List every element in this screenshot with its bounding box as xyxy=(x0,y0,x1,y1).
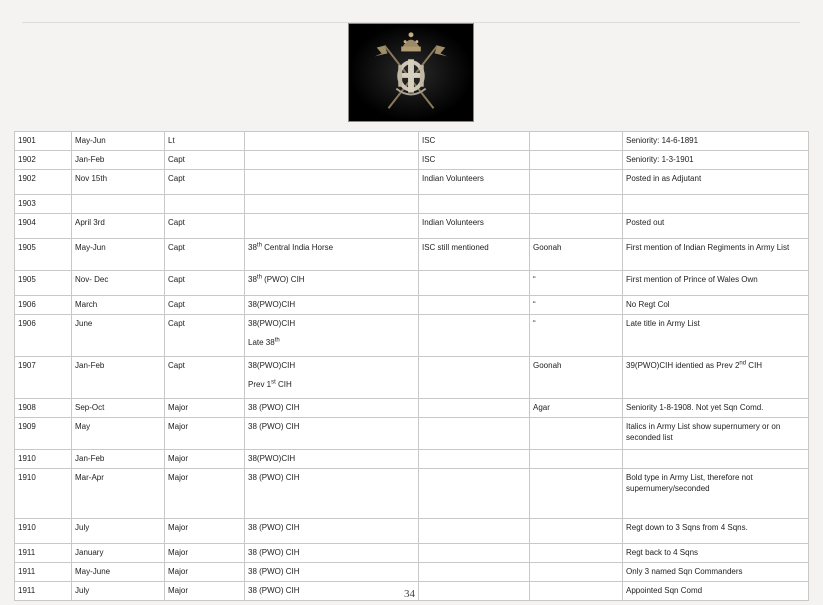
cell-text: ISC xyxy=(422,136,436,145)
cell-text: Capt xyxy=(168,361,185,370)
cell-regiment xyxy=(245,563,419,582)
cell-text: Prev 1st CIH xyxy=(248,379,292,389)
cell-station xyxy=(530,357,623,399)
cell-year xyxy=(15,239,72,271)
cell-station xyxy=(530,239,623,271)
cell-year xyxy=(15,170,72,195)
cell-text: Capt xyxy=(168,319,185,328)
cell-text: Goonah xyxy=(533,243,562,252)
cell-text: Capt xyxy=(168,300,185,309)
cell-remarks xyxy=(623,469,809,519)
cell-corps xyxy=(419,315,530,357)
cell-remarks xyxy=(623,519,809,544)
cell-text: No Regt Col xyxy=(626,300,670,309)
cell-months xyxy=(72,271,165,296)
cell-rank xyxy=(165,357,245,399)
cell-rank xyxy=(165,469,245,519)
cell-regiment xyxy=(245,315,419,357)
cell-regiment xyxy=(245,170,419,195)
cell-text: 38(PWO)CIH xyxy=(248,454,296,463)
cell-corps xyxy=(419,563,530,582)
cell-text: Capt xyxy=(168,275,185,284)
cell-text: 1907 xyxy=(18,361,36,370)
cell-text: Seniority: 1-3-1901 xyxy=(626,155,694,164)
cell-text: ISC xyxy=(422,155,436,164)
cell-text: Jan-Feb xyxy=(75,361,105,370)
cell-year xyxy=(15,418,72,450)
cell-year xyxy=(15,563,72,582)
cell-text: 1910 xyxy=(18,523,36,532)
cell-remarks xyxy=(623,271,809,296)
cell-regiment xyxy=(245,450,419,469)
cell-corps xyxy=(419,450,530,469)
cell-text: Sep-Oct xyxy=(75,403,105,412)
table-row xyxy=(15,239,809,271)
cell-text: April 3rd xyxy=(75,218,105,227)
cell-remarks xyxy=(623,544,809,563)
cell-months xyxy=(72,296,165,315)
cell-months xyxy=(72,357,165,399)
cell-station xyxy=(530,450,623,469)
table-row xyxy=(15,151,809,170)
cell-text: Appointed Sqn Comd xyxy=(626,586,703,595)
cell-regiment xyxy=(245,418,419,450)
cell-regiment xyxy=(245,271,419,296)
cell-text: Capt xyxy=(168,243,185,252)
cell-station xyxy=(530,296,623,315)
cell-year xyxy=(15,582,72,601)
table-row xyxy=(15,357,809,399)
cell-text: Regt back to 4 Sqns xyxy=(626,548,699,557)
cell-text: Mar-Apr xyxy=(75,473,104,482)
cell-rank xyxy=(165,132,245,151)
cell-text: Posted out xyxy=(626,218,665,227)
cell-regiment xyxy=(245,519,419,544)
cell-text: 38(PWO)CIH xyxy=(248,319,296,328)
cell-text: 38 (PWO) CIH xyxy=(248,473,300,482)
cell-rank xyxy=(165,544,245,563)
cell-rank xyxy=(165,582,245,601)
cell-text: 38th (PWO) CIH xyxy=(248,274,305,284)
cell-corps xyxy=(419,418,530,450)
cell-text: 1902 xyxy=(18,174,36,183)
cell-regiment xyxy=(245,151,419,170)
cell-text: 1901 xyxy=(18,136,36,145)
cell-text: Late title in Army List xyxy=(626,319,700,328)
cell-corps xyxy=(419,469,530,519)
cell-year xyxy=(15,469,72,519)
cell-text: 38(PWO)CIH xyxy=(248,300,296,309)
cell-months xyxy=(72,315,165,357)
cell-text: Goonah xyxy=(533,361,562,370)
cell-station xyxy=(530,399,623,418)
cell-text: 39(PWO)CIH identied as Prev 2nd CIH xyxy=(626,360,763,370)
table-row xyxy=(15,132,809,151)
cell-rank xyxy=(165,563,245,582)
cell-regiment xyxy=(245,195,419,214)
cell-corps xyxy=(419,214,530,239)
cell-rank xyxy=(165,151,245,170)
cell-year xyxy=(15,544,72,563)
cell-text: 1906 xyxy=(18,300,36,309)
cell-corps xyxy=(419,519,530,544)
cell-station xyxy=(530,519,623,544)
cell-text: Capt xyxy=(168,155,185,164)
cell-station xyxy=(530,214,623,239)
cell-text: 1905 xyxy=(18,275,36,284)
cell-text: Nov- Dec xyxy=(75,275,109,284)
cell-text: Major xyxy=(168,567,189,576)
table-row xyxy=(15,399,809,418)
cell-remarks xyxy=(623,399,809,418)
cell-text: 38th Central India Horse xyxy=(248,242,334,252)
table-row xyxy=(15,271,809,296)
cell-months xyxy=(72,214,165,239)
table-row xyxy=(15,296,809,315)
cell-text: Major xyxy=(168,586,189,595)
cell-months xyxy=(72,399,165,418)
cell-rank xyxy=(165,296,245,315)
cell-regiment xyxy=(245,582,419,601)
cell-text: 1904 xyxy=(18,218,36,227)
cell-year xyxy=(15,214,72,239)
cell-text: Bold type in Army List, therefore not supernumery/seconded xyxy=(626,473,753,493)
cell-year xyxy=(15,519,72,544)
cell-corps xyxy=(419,271,530,296)
cell-text: Major xyxy=(168,473,189,482)
table-row xyxy=(15,418,809,450)
cell-text: Indian Volunteers xyxy=(422,174,484,183)
cell-year xyxy=(15,195,72,214)
cell-remarks xyxy=(623,170,809,195)
cell-year xyxy=(15,151,72,170)
cell-year xyxy=(15,450,72,469)
page-number: 34 xyxy=(404,588,415,600)
cell-months xyxy=(72,418,165,450)
cell-months xyxy=(72,195,165,214)
cell-months xyxy=(72,544,165,563)
cell-regiment xyxy=(245,239,419,271)
table-row xyxy=(15,519,809,544)
cell-station xyxy=(530,544,623,563)
cell-corps xyxy=(419,170,530,195)
cell-text: Indian Volunteers xyxy=(422,218,484,227)
cell-regiment xyxy=(245,214,419,239)
cell-regiment xyxy=(245,296,419,315)
cell-rank xyxy=(165,195,245,214)
cell-rank xyxy=(165,214,245,239)
cell-station xyxy=(530,563,623,582)
table-row xyxy=(15,214,809,239)
cell-year xyxy=(15,357,72,399)
cell-text: 1910 xyxy=(18,454,36,463)
cell-rank xyxy=(165,450,245,469)
cell-text: Late 38th xyxy=(248,337,280,347)
cell-remarks xyxy=(623,582,809,601)
cell-text: 1911 xyxy=(18,567,36,576)
cell-text: “ xyxy=(533,300,536,309)
cell-corps xyxy=(419,399,530,418)
regimental-badge-image xyxy=(348,23,474,122)
cell-months xyxy=(72,170,165,195)
cell-station xyxy=(530,170,623,195)
cell-text: 38(PWO)CIH xyxy=(248,361,296,370)
cell-regiment xyxy=(245,132,419,151)
cell-text: Major xyxy=(168,523,189,532)
cell-remarks xyxy=(623,214,809,239)
cell-regiment xyxy=(245,399,419,418)
cell-corps xyxy=(419,357,530,399)
table-row xyxy=(15,195,809,214)
cell-text: 38 (PWO) CIH xyxy=(248,523,300,532)
cell-text: June xyxy=(75,319,93,328)
table-row xyxy=(15,450,809,469)
cell-text: Major xyxy=(168,548,189,557)
cell-corps xyxy=(419,151,530,170)
cell-station xyxy=(530,315,623,357)
cell-text: Jan-Feb xyxy=(75,155,105,164)
cell-text: Major xyxy=(168,422,189,431)
cell-text: 1909 xyxy=(18,422,36,431)
cell-text: 1906 xyxy=(18,319,36,328)
cell-corps xyxy=(419,296,530,315)
badge-emblem-icon xyxy=(349,24,473,121)
cell-remarks xyxy=(623,296,809,315)
cell-corps xyxy=(419,195,530,214)
cell-text: July xyxy=(75,523,90,532)
cell-year xyxy=(15,132,72,151)
cell-corps xyxy=(419,239,530,271)
cell-months xyxy=(72,563,165,582)
cell-rank xyxy=(165,399,245,418)
cell-rank xyxy=(165,418,245,450)
cell-station xyxy=(530,271,623,296)
cell-year xyxy=(15,296,72,315)
cell-text: 1903 xyxy=(18,199,36,208)
cell-text: Only 3 named Sqn Commanders xyxy=(626,567,743,576)
cell-remarks xyxy=(623,132,809,151)
cell-text: Italics in Army List show supernumery or on seconded list xyxy=(626,422,781,442)
cell-remarks xyxy=(623,151,809,170)
cell-text: Capt xyxy=(168,174,185,183)
cell-remarks xyxy=(623,418,809,450)
cell-text: Seniority 1-8-1908. Not yet Sqn Comd. xyxy=(626,403,764,412)
table-row xyxy=(15,563,809,582)
cell-text: “ xyxy=(533,275,536,284)
cell-text: 1910 xyxy=(18,473,36,482)
cell-remarks xyxy=(623,239,809,271)
cell-months xyxy=(72,132,165,151)
cell-text: May-Jun xyxy=(75,136,106,145)
cell-remarks xyxy=(623,315,809,357)
cell-text: 1905 xyxy=(18,243,36,252)
cell-text: First mention of Indian Regiments in Army List xyxy=(626,243,790,252)
cell-months xyxy=(72,519,165,544)
cell-months xyxy=(72,239,165,271)
cell-text: Lt xyxy=(168,136,175,145)
cell-text: 38 (PWO) CIH xyxy=(248,567,300,576)
cell-text: 1911 xyxy=(18,548,36,557)
cell-months xyxy=(72,469,165,519)
cell-months xyxy=(72,582,165,601)
cell-regiment xyxy=(245,469,419,519)
cell-months xyxy=(72,151,165,170)
cell-text: 1908 xyxy=(18,403,36,412)
cell-rank xyxy=(165,239,245,271)
table-row xyxy=(15,315,809,357)
cell-year xyxy=(15,315,72,357)
cell-regiment xyxy=(245,357,419,399)
cell-text: July xyxy=(75,586,90,595)
cell-text: First mention of Prince of Wales Own xyxy=(626,275,758,284)
cell-corps xyxy=(419,132,530,151)
cell-text: January xyxy=(75,548,104,557)
cell-rank xyxy=(165,271,245,296)
cell-text: Nov 15th xyxy=(75,174,108,183)
cell-station xyxy=(530,469,623,519)
cell-station xyxy=(530,582,623,601)
cell-text: 38 (PWO) CIH xyxy=(248,586,300,595)
cell-text: 1902 xyxy=(18,155,36,164)
cell-regiment xyxy=(245,544,419,563)
cell-station xyxy=(530,418,623,450)
cell-text: May-Jun xyxy=(75,243,106,252)
cell-text: Agar xyxy=(533,403,550,412)
cell-remarks xyxy=(623,563,809,582)
cell-rank xyxy=(165,170,245,195)
cell-text: 38 (PWO) CIH xyxy=(248,403,300,412)
cell-remarks xyxy=(623,195,809,214)
cell-text: ISC still mentioned xyxy=(422,243,489,252)
table-row xyxy=(15,469,809,519)
cell-text: Seniority: 14-6-1891 xyxy=(626,136,699,145)
cell-text: March xyxy=(75,300,98,309)
cell-rank xyxy=(165,315,245,357)
cell-text: Major xyxy=(168,403,189,412)
cell-station xyxy=(530,151,623,170)
service-record-table xyxy=(14,131,809,601)
cell-remarks xyxy=(623,357,809,399)
cell-year xyxy=(15,271,72,296)
table-row xyxy=(15,544,809,563)
cell-year xyxy=(15,399,72,418)
cell-text: May-June xyxy=(75,567,111,576)
cell-text: May xyxy=(75,422,91,431)
cell-station xyxy=(530,132,623,151)
cell-corps xyxy=(419,582,530,601)
cell-text: 38 (PWO) CIH xyxy=(248,422,300,431)
cell-text: “ xyxy=(533,319,536,328)
cell-text: 38 (PWO) CIH xyxy=(248,548,300,557)
cell-station xyxy=(530,195,623,214)
cell-text: Major xyxy=(168,454,189,463)
cell-months xyxy=(72,450,165,469)
cell-corps xyxy=(419,544,530,563)
cell-text: Posted in as Adjutant xyxy=(626,174,702,183)
cell-text: 1911 xyxy=(18,586,36,595)
cell-text: Capt xyxy=(168,218,185,227)
cell-text: Jan-Feb xyxy=(75,454,105,463)
cell-rank xyxy=(165,519,245,544)
cell-text: Regt down to 3 Sqns from 4 Sqns. xyxy=(626,523,748,532)
table-row xyxy=(15,170,809,195)
cell-remarks xyxy=(623,450,809,469)
